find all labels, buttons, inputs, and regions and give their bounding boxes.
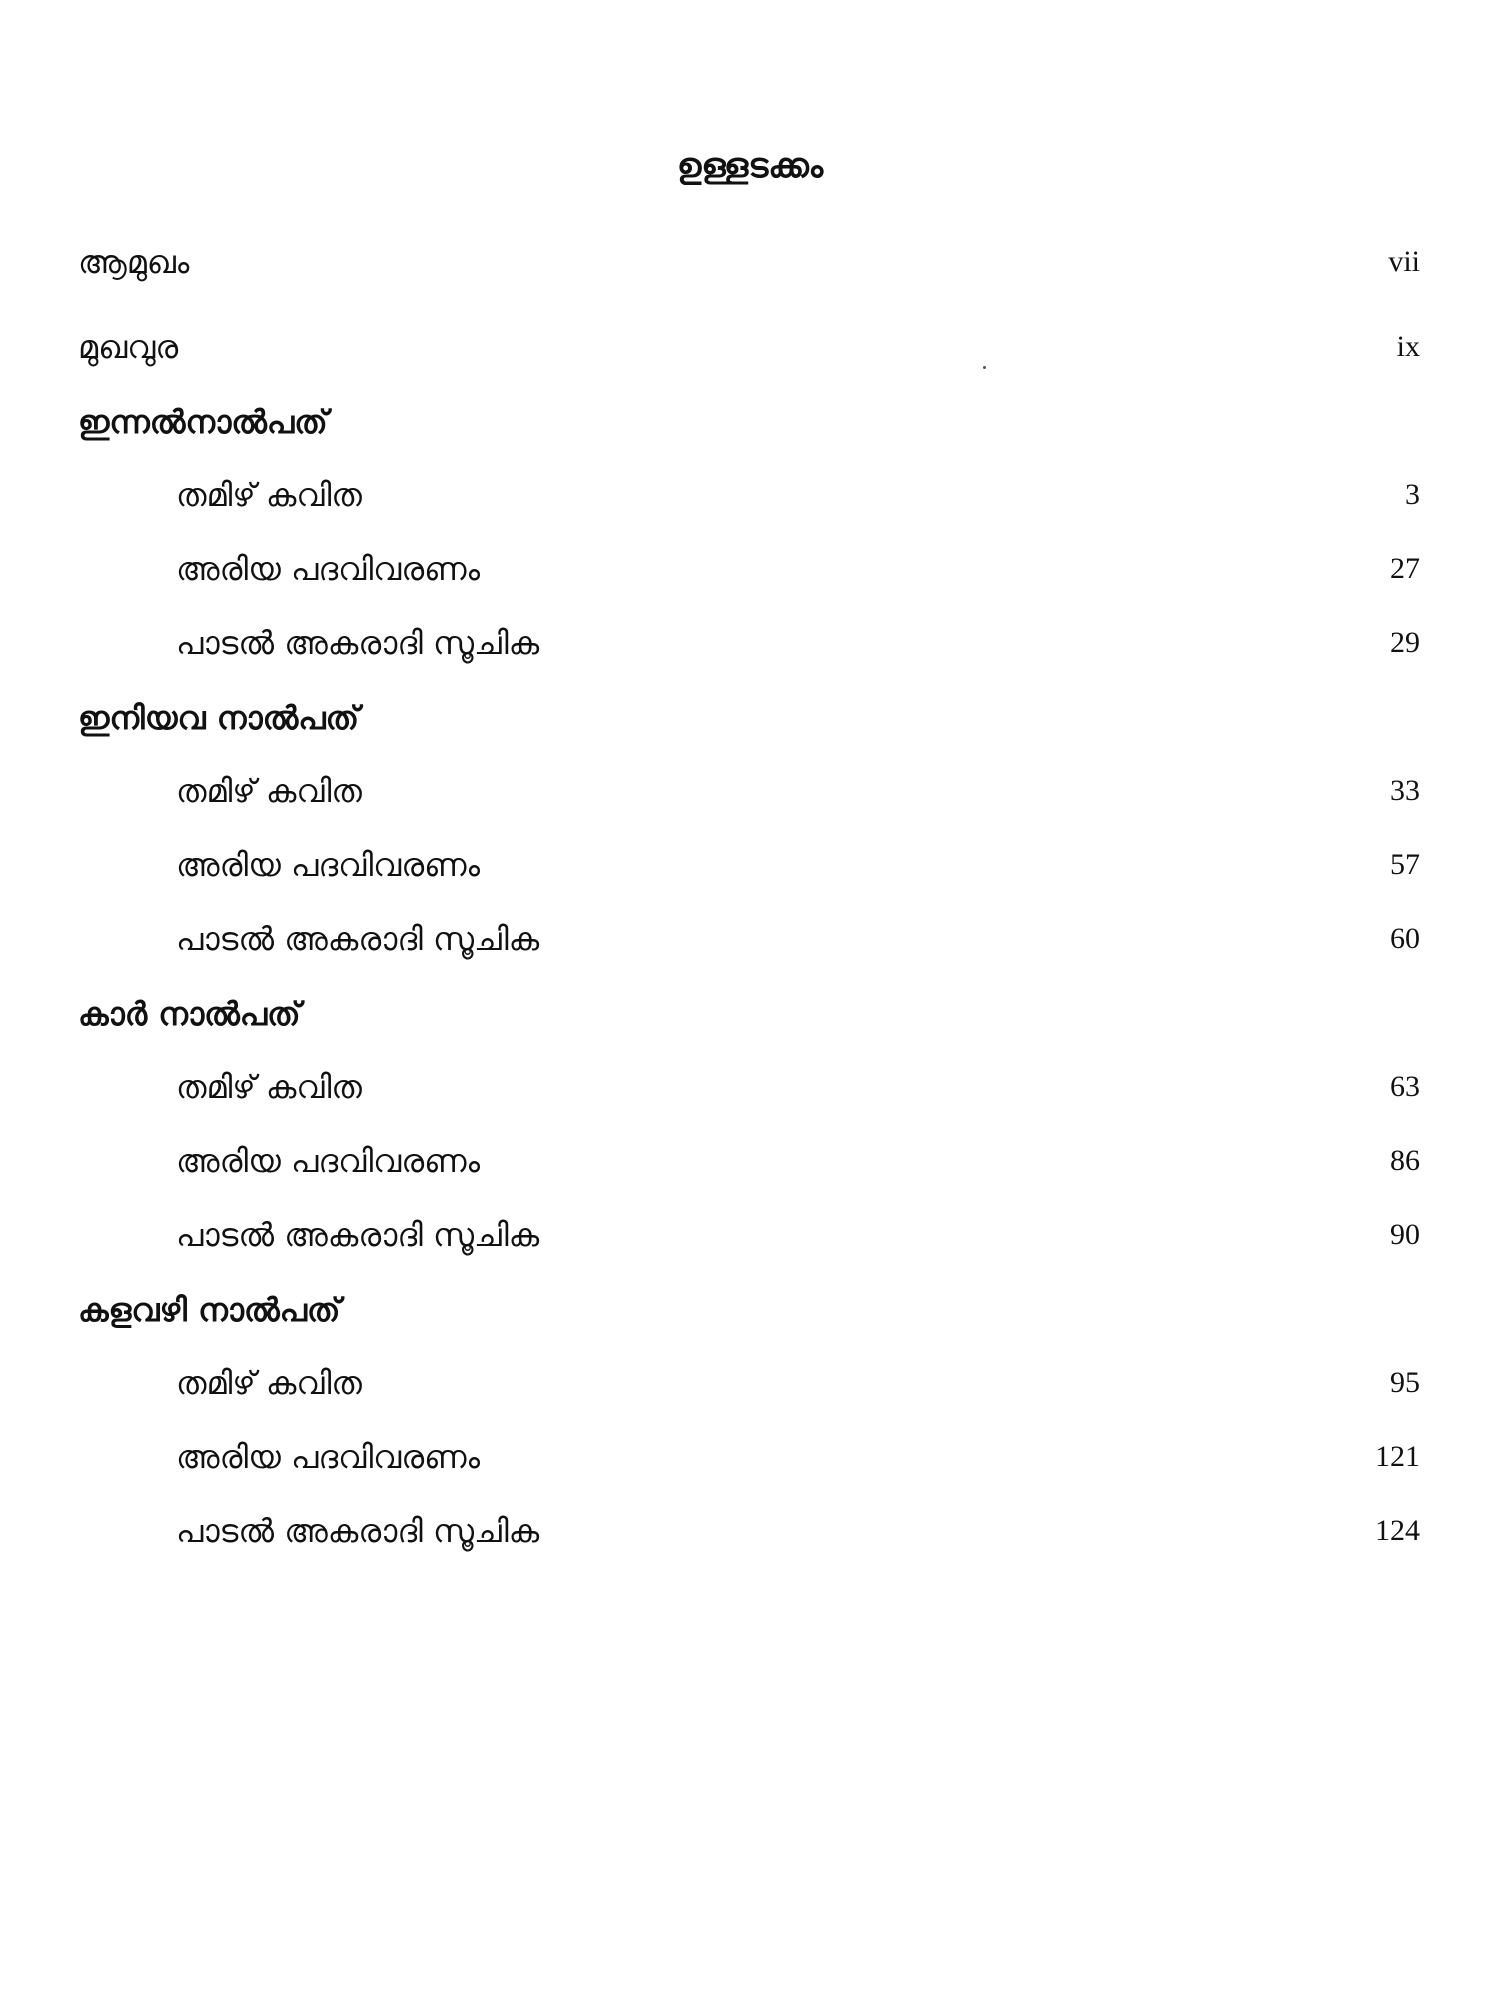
toc-page-number: vii bbox=[1388, 245, 1420, 278]
toc-entry-label: പാടൽ അകരാദി സൂചിക bbox=[176, 1216, 540, 1254]
toc-page-number: 86 bbox=[1390, 1144, 1420, 1177]
toc-page-number: 95 bbox=[1390, 1366, 1420, 1399]
page-title: ഉള്ളടക്കം bbox=[676, 146, 824, 186]
toc-section-heading[interactable] bbox=[0, 988, 1500, 1040]
toc-page-number: 60 bbox=[1390, 922, 1420, 955]
toc-entry[interactable] bbox=[0, 913, 1500, 965]
toc-entry-label: അരിയ പദവിവരണം bbox=[176, 846, 480, 884]
toc-section-heading[interactable] bbox=[0, 692, 1500, 744]
toc-entry-label: അരിയ പദവിവരണം bbox=[176, 1142, 480, 1180]
toc-entry-label: തമിഴ് കവിത bbox=[176, 476, 362, 514]
toc-entry[interactable] bbox=[0, 1505, 1500, 1557]
toc-entry[interactable] bbox=[0, 1357, 1500, 1409]
toc-entry-foreword[interactable] bbox=[0, 321, 1500, 373]
toc-section-heading[interactable] bbox=[0, 1284, 1500, 1336]
toc-page-number: 121 bbox=[1375, 1440, 1420, 1473]
toc-entry[interactable] bbox=[0, 765, 1500, 817]
toc-entry[interactable] bbox=[0, 1431, 1500, 1483]
toc-page-number: 27 bbox=[1390, 552, 1420, 585]
toc-entry-preface[interactable] bbox=[0, 236, 1500, 288]
toc-page-number: ix bbox=[1396, 330, 1420, 363]
section-heading-label: കാർ നാൽപത് bbox=[78, 995, 301, 1033]
toc-entry[interactable] bbox=[0, 1209, 1500, 1261]
toc-entry[interactable] bbox=[0, 469, 1500, 521]
toc-entry-label: തമിഴ് കവിത bbox=[176, 1068, 362, 1106]
toc-page-number: 124 bbox=[1375, 1514, 1420, 1547]
toc-entry[interactable] bbox=[0, 1135, 1500, 1187]
toc-entry-label: പാടൽ അകരാദി സൂചിക bbox=[176, 624, 540, 662]
toc-entry[interactable] bbox=[0, 1061, 1500, 1113]
toc-entry-label: അരിയ പദവിവരണം bbox=[176, 550, 480, 588]
toc-page-number: 63 bbox=[1390, 1070, 1420, 1103]
toc-entry-label: തമിഴ് കവിത bbox=[176, 1364, 362, 1402]
toc-entry[interactable] bbox=[0, 617, 1500, 669]
toc-entry-label: തമിഴ് കവിത bbox=[176, 772, 362, 810]
section-heading-label: ഇനിയവ നാൽപത് bbox=[78, 699, 359, 737]
toc-page-number: 29 bbox=[1390, 626, 1420, 659]
toc-page-number: 57 bbox=[1390, 848, 1420, 881]
scan-speck bbox=[983, 366, 986, 369]
toc-entry-label: പാടൽ അകരാദി സൂചിക bbox=[176, 1512, 540, 1550]
toc-entry-label: ആമുഖം bbox=[78, 243, 190, 281]
toc-entry[interactable] bbox=[0, 543, 1500, 595]
toc-entry-label: മുഖവുര bbox=[78, 328, 179, 366]
section-heading-label: കളവഴി നാൽപത് bbox=[78, 1291, 341, 1329]
toc-entry-label: പാടൽ അകരാദി സൂചിക bbox=[176, 920, 540, 958]
toc-page-number: 33 bbox=[1390, 774, 1420, 807]
toc-page-number: 90 bbox=[1390, 1218, 1420, 1251]
toc-page-number: 3 bbox=[1405, 478, 1420, 511]
section-heading-label: ഇന്നൽനാൽപത് bbox=[78, 403, 328, 441]
toc-entry[interactable] bbox=[0, 839, 1500, 891]
toc-section-heading[interactable] bbox=[0, 396, 1500, 448]
toc-entry-label: അരിയ പദവിവരണം bbox=[176, 1438, 480, 1476]
